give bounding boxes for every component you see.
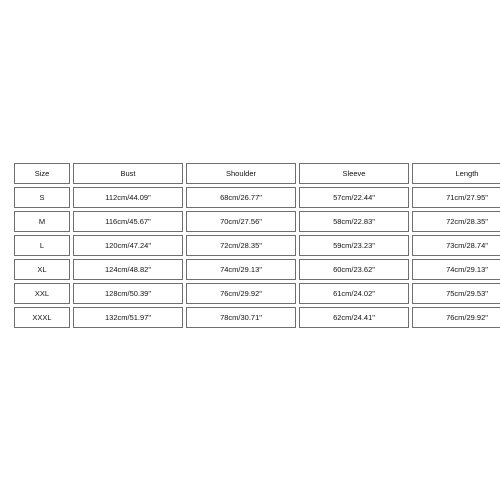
header-size: Size	[14, 163, 70, 184]
cell-shoulder: 72cm/28.35"	[186, 235, 296, 256]
cell-size: XL	[14, 259, 70, 280]
header-shoulder: Shoulder	[186, 163, 296, 184]
cell-sleeve: 62cm/24.41"	[299, 307, 409, 328]
cell-size: XXL	[14, 283, 70, 304]
header-length: Length	[412, 163, 500, 184]
cell-shoulder: 78cm/30.71"	[186, 307, 296, 328]
cell-sleeve: 59cm/23.23"	[299, 235, 409, 256]
cell-sleeve: 60cm/23.62"	[299, 259, 409, 280]
header-row	[14, 163, 500, 184]
cell-bust: 132cm/51.97"	[73, 307, 183, 328]
cell-size: L	[14, 235, 70, 256]
cell-bust: 120cm/47.24"	[73, 235, 183, 256]
size-chart-table	[11, 160, 500, 331]
cell-length: 75cm/29.53"	[412, 283, 500, 304]
cell-bust: 124cm/48.82"	[73, 259, 183, 280]
table-row	[14, 283, 500, 304]
header-bust: Bust	[73, 163, 183, 184]
cell-length: 73cm/28.74"	[412, 235, 500, 256]
cell-length: 76cm/29.92"	[412, 307, 500, 328]
table-row	[14, 211, 500, 232]
table-row	[14, 187, 500, 208]
cell-shoulder: 70cm/27.56"	[186, 211, 296, 232]
cell-bust: 128cm/50.39"	[73, 283, 183, 304]
table-row	[14, 235, 500, 256]
cell-sleeve: 61cm/24.02"	[299, 283, 409, 304]
cell-size: M	[14, 211, 70, 232]
cell-shoulder: 76cm/29.92"	[186, 283, 296, 304]
header-sleeve: Sleeve	[299, 163, 409, 184]
cell-length: 74cm/29.13"	[412, 259, 500, 280]
table-row	[14, 259, 500, 280]
cell-sleeve: 58cm/22.83"	[299, 211, 409, 232]
cell-shoulder: 68cm/26.77"	[186, 187, 296, 208]
cell-sleeve: 57cm/22.44"	[299, 187, 409, 208]
cell-shoulder: 74cm/29.13"	[186, 259, 296, 280]
cell-length: 72cm/28.35"	[412, 211, 500, 232]
cell-length: 71cm/27.95"	[412, 187, 500, 208]
cell-bust: 116cm/45.67"	[73, 211, 183, 232]
cell-bust: 112cm/44.09"	[73, 187, 183, 208]
cell-size: S	[14, 187, 70, 208]
table-row	[14, 307, 500, 328]
cell-size: XXXL	[14, 307, 70, 328]
